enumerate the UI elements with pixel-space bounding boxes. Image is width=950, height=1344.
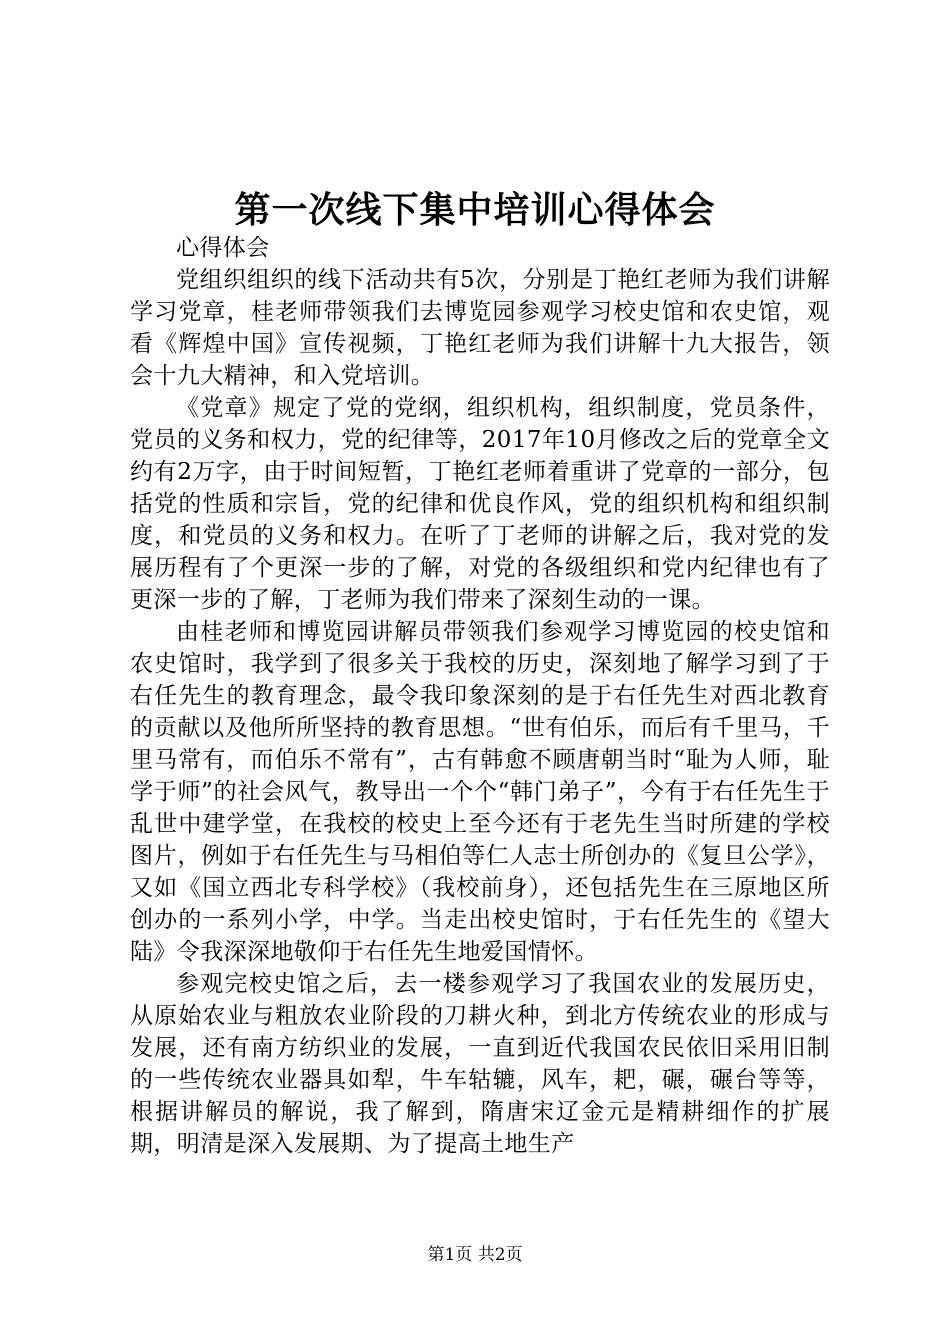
paragraph: 《党章》规定了党的党纲，组织机构，组织制度，党员条件，党员的义务和权力，党的纪律等，2017年10月修改之后的党章全文约有2万字，由于时间短暂，丁艳红老师着重讲了党章的一部分，包括党的性质和宗旨，党的纪律和优良作风，党的组织机构和组织制度，和党员的义务和权力。在听了丁老师的讲解之后，我对党的发展历程有了个更深一步的了解，对党的各级组织和党内纪律也有了更深一步的了解，丁老师为我们带来了深刻生动的一课。 (130, 395, 830, 613)
paragraph: 党组织组织的线下活动共有5次，分别是丁艳红老师为我们讲解学习党章，桂老师带领我们去博览园参观学习校史馆和农史馆，观看《辉煌中国》宣传视频，丁艳红老师为我们讲解十九大报告，领会十九大精神，和入党培训。 (130, 267, 830, 389)
page-footer (0, 1243, 950, 1267)
paragraph: 由桂老师和博览园讲解员带领我们参观学习博览园的校史馆和农史馆时，我学到了很多关于我校的历史，深刻地了解学习到了于右任先生的教育理念，最令我印象深刻的是于右任先生对西北教育的贡献以及他所所坚持的教育思想。“世有伯乐，而后有千里马，千里马常有，而伯乐不常有”，古有韩愈不顾唐朝当时“耻为人师，耻学于师”的社会风气，教导出一个个“韩门弟子”，今有于右任先生于乱世中建学堂，在我校的校史上至今还有于老先生当时所建的学校图片，例如于右任先生与马相伯等仁人志士所创办的《复旦公学》，又如《国立西北专科学校》（我校前身），还包括先生在三原地区所创办的一系列小学，中学。当走出校史馆时，于右任先生的《望大陆》令我深深地敬仰于右任先生地爱国情怀。 (130, 619, 830, 965)
page-indicator: 第1页 共2页 (427, 1245, 523, 1265)
document-body (130, 232, 830, 1160)
document-title: 第一次线下集中培训心得体会 (234, 189, 716, 231)
document-subtitle: 心得体会 (176, 235, 270, 261)
paragraph: 参观完校史馆之后，去一楼参观学习了我国农业的发展历史，从原始农业与粗放农业阶段的刀耕火种，到北方传统农业的形成与发展，还有南方纺织业的发展，一直到近代我国农民依旧采用旧制的一些传统农业器具如犁，牛车轱辘，风车，耙，碾，碾台等等，根据讲解员的解说，我了解到，隋唐宋辽金元是精耕细作的扩展期，明清是深入发展期、为了提高土地生产 (130, 971, 830, 1157)
